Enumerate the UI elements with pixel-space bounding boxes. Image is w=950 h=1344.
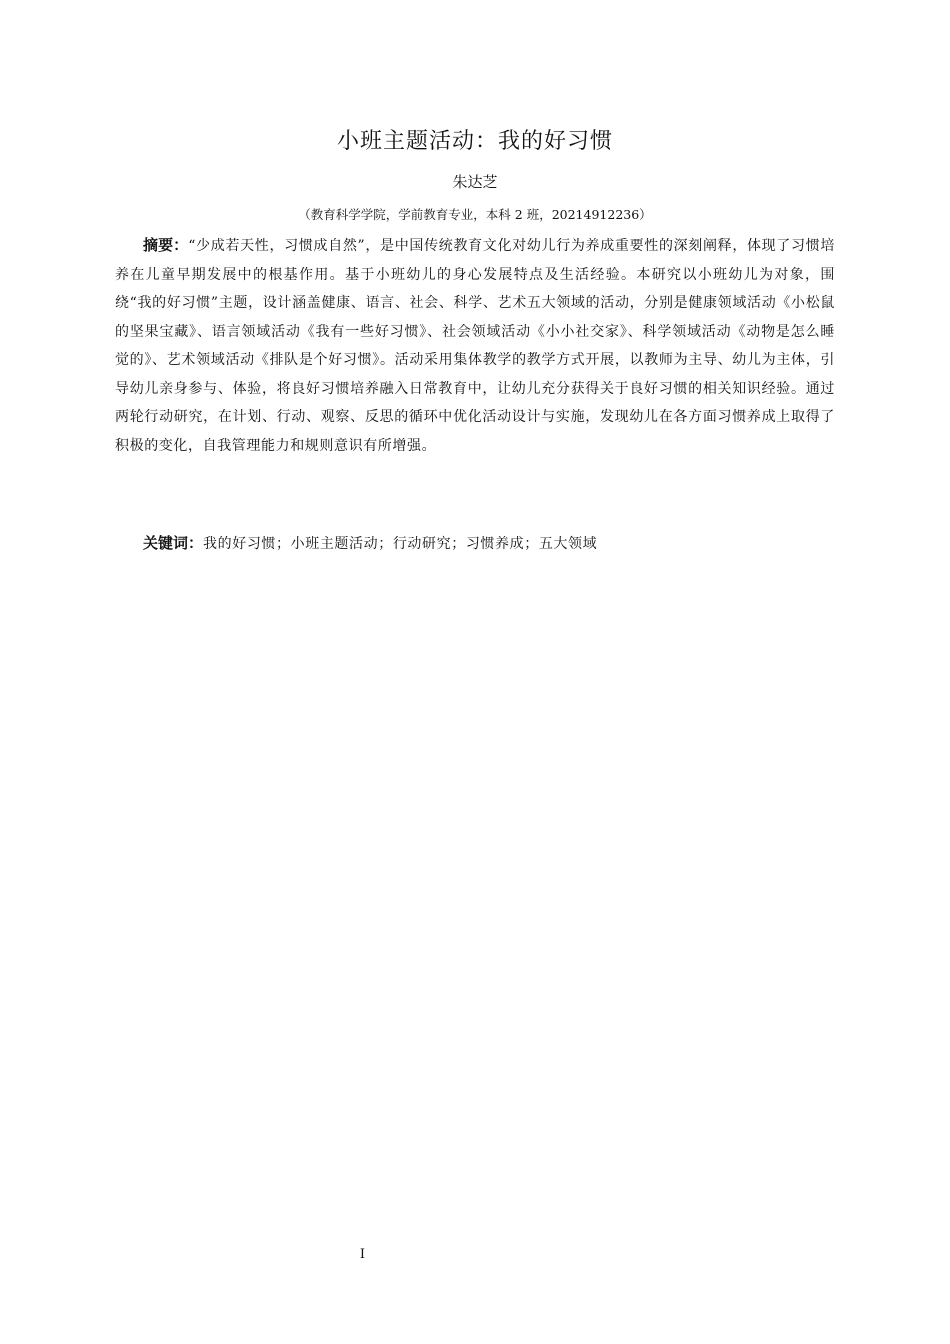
author-name: 朱达芝 bbox=[452, 173, 498, 191]
author-affiliation: （教育科学学院，学前教育专业，本科 2 班，20214912236） bbox=[298, 207, 652, 222]
abstract-text: “少成若天性，习惯成自然”，是中国传统教育文化对幼儿行为养成重要性的深刻阐释，体现了习惯培养在儿童早期发展中的根基作用。基于小班幼儿的身心发展特点及生活经验。本研究以小班幼儿为对象，围绕“我的好习惯”主题，设计涵盖健康、语言、社会、科学、艺术五大领域的活动，分别是健康领域活动《小松鼠的坚果宝藏》、语言领域活动《我有一些好习惯》、社会领域活动《小小社交家》、科学领域活动《动物是怎么睡觉的》、艺术领域活动《排队是个好习惯》。活动采用集体教学的教学方式开展，以教师为主导、幼儿为主体，引导幼儿亲身参与、体验，将良好习惯培养融入日常教育中，让幼儿充分获得关于良好习惯的相关知识经验。通过两轮行动研究，在计划、行动、观察、反思的循环中优化活动设计与实施，发现幼儿在各方面习惯养成上取得了积极的变化，自我管理能力和规则意识有所增强。 bbox=[115, 238, 835, 454]
keywords-label: 关键词： bbox=[143, 534, 204, 552]
page-number: I bbox=[359, 1247, 366, 1262]
keywords-paragraph bbox=[115, 529, 835, 558]
document-title: 小班主题活动：我的好习惯 bbox=[336, 129, 613, 154]
keywords-text: 我的好习惯；小班主题活动；行动研究；习惯养成；五大领域 bbox=[203, 536, 598, 552]
abstract-paragraph bbox=[115, 231, 835, 460]
abstract-label: 摘要： bbox=[143, 236, 189, 254]
